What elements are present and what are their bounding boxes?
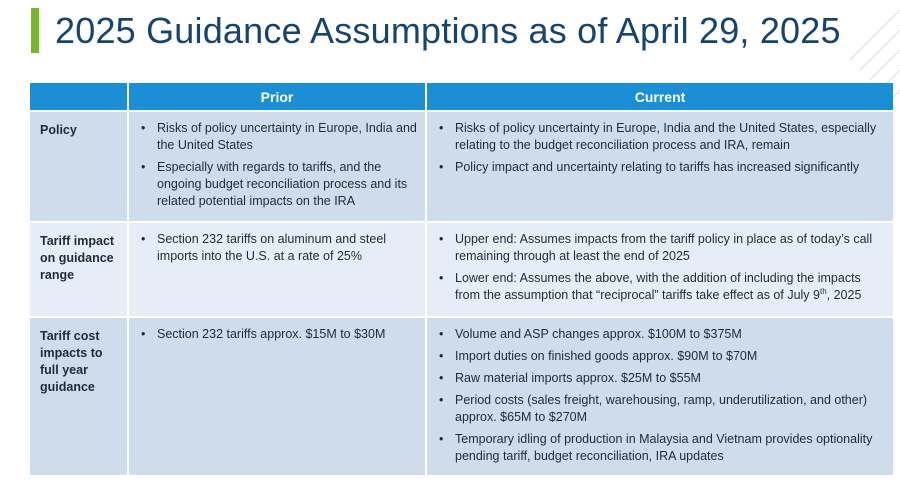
header-prior: Prior — [128, 83, 426, 111]
bullet-text: Lower end: Assumes the above, with the addition of including the impacts from the assumption that “reciprocal” tariffs take effect as of July 9 — [455, 271, 861, 302]
page-title: 2025 Guidance Assumptions as of April 29, 2025 — [55, 10, 841, 51]
bullet-text-end: , 2025 — [826, 288, 862, 302]
row-label: Tariff cost impacts to full year guidance — [30, 317, 128, 475]
table-header-row — [30, 83, 893, 111]
table-row-policy — [30, 111, 893, 222]
current-cell — [426, 317, 893, 475]
bullet-item: • Upper end: Assumes impacts from the tariff policy in place as of today’s call remaining through at least the end of 2025 — [437, 231, 885, 265]
bullet-item: • Volume and ASP changes approx. $100M to $375M — [437, 326, 885, 343]
prior-cell — [128, 111, 426, 222]
prior-cell — [128, 222, 426, 317]
bullet-item: • Section 232 tariffs on aluminum and steel imports into the U.S. at a rate of 25% — [139, 231, 417, 265]
current-cell — [426, 111, 893, 222]
prior-cell — [128, 317, 426, 475]
bullet-superscript: th — [819, 286, 827, 296]
bullet-item — [437, 270, 885, 304]
row-label: Tariff impact on guidance range — [30, 222, 128, 317]
guidance-table — [30, 83, 893, 475]
title-accent-bar — [31, 8, 39, 53]
bullet-item: • Import duties on finished goods approx. $90M to $70M — [437, 348, 885, 365]
bullet-item: • Raw material imports approx. $25M to $55M — [437, 370, 885, 387]
header-current: Current — [426, 83, 893, 111]
bullet-item: • Temporary idling of production in Malaysia and Vietnam provides optionality pending tariff, budget reconciliation, IRA updates — [437, 431, 885, 465]
current-cell — [426, 222, 893, 317]
table-row-tariff-impact — [30, 222, 893, 317]
bullet-item: • Risks of policy uncertainty in Europe, India and the United States, especially relating to the budget reconciliation process and IRA, remain — [437, 120, 885, 154]
bullet-item: • Especially with regards to tariffs, and the ongoing budget reconciliation process and its related potential impacts on the IRA — [139, 159, 417, 210]
table-row-tariff-cost — [30, 317, 893, 475]
bullet-item: • Period costs (sales freight, warehousing, ramp, underutilization, and other) approx. $65M to $270M — [437, 392, 885, 426]
row-label: Policy — [30, 111, 128, 222]
bullet-item: • Risks of policy uncertainty in Europe, India and the United States — [139, 120, 417, 154]
header-blank — [30, 83, 128, 111]
bullet-item: • Policy impact and uncertainty relating to tariffs has increased significantly — [437, 159, 885, 176]
bullet-item: • Section 232 tariffs approx. $15M to $30M — [139, 326, 417, 343]
